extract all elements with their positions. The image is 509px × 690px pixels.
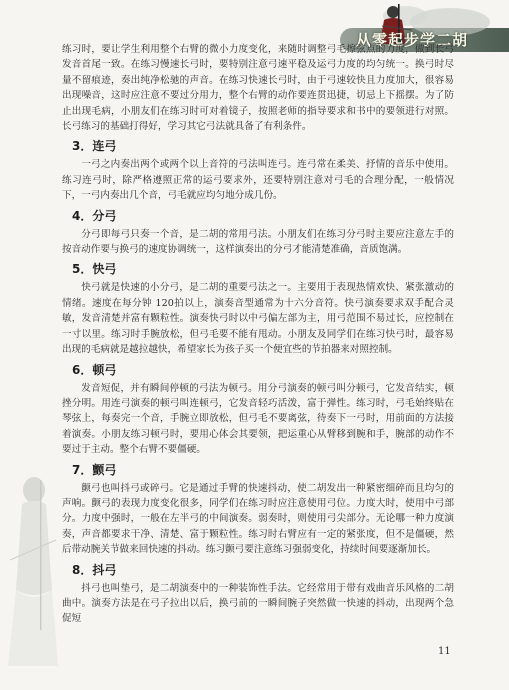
book-title: 从零起步学二胡 — [356, 31, 469, 49]
section-detached-bow — [62, 206, 454, 258]
main-text — [62, 42, 454, 627]
section-heading: 8．抖弓 — [72, 562, 117, 577]
section-heading: 6．顿弓 — [72, 362, 117, 377]
section-paragraph: 颤弓也叫抖弓或碎弓。它是通过手臂的快速抖动，使二胡发出一种紧密细碎而且均匀的声响。颤弓的表现力度变化很多，同学们在练习时应注意使用弓位。力度大时，使用中弓部分。力度中强时，一般在左半弓的中间演奏。弱奏时，则使用弓尖部分。无论哪一种力度演奏，声音都要求干净、清楚、富于颗粒性。练习时右臂应有一定的紧张度，但不是僵硬，然后带动腕关节做来回快速的抖动。练习颤弓要注意练习强弱变化，持续时间要逐渐加长。 — [62, 482, 454, 556]
section-paragraph: 分弓即每弓只奏一个音，是二胡的常用弓法。小朋友们在练习分弓时主要应注意左手的按音动作要与换弓的速度协调统一，这样演奏出的分弓才能清楚准确，音质饱满。 — [62, 228, 454, 256]
section-tremolo-bow — [62, 460, 454, 558]
section-paragraph: 一弓之内奏出两个或两个以上音符的弓法叫连弓。连弓常在柔美、抒情的音乐中使用。练习连弓时，除严格遵照正常的运弓要求外，还要特别注意对弓毛的合理分配，一般情况下，一弓内奏出几个音，弓毛就应均匀地分成几份。 — [62, 159, 454, 202]
section-paragraph: 抖弓也叫垫弓，是二胡演奏中的一种装饰性手法。它经常用于带有戏曲音乐风格的二胡曲中。演奏方法是在弓子拉出以后，换弓前的一瞬间腕子突然做一快速的抖动，出现两个急促短 — [62, 582, 454, 625]
intro-paragraph: 练习时，要让学生利用整个右臂的微小力度变化，来随时调整弓毛擦弦点的力度，做到长弓发音首尾一致。在练习慢速长弓时，要特别注意弓速平稳及运弓力度的均匀统一。换弓时尽量不留痕迹，奏出纯净松驰的声音。在练习快速长弓时，由于弓速较快且力度加大，很容易出现噪音，这时应注意不要过分用力，整个右臂的动作要连贯迅捷，切忌上下摇摆。为了防止出现毛病，小朋友们在练习时可对着镜子，按照老师的指导要求和书中的要领进行对照。长弓练习的基础打得好，学习其它弓法就具备了有利条件。 — [62, 44, 454, 133]
section-staccato-bow — [62, 360, 454, 458]
section-paragraph: 发音短促，并有瞬间停顿的弓法为顿弓。用分弓演奏的顿弓叫分顿弓，它发音结实，顿挫分明。用连弓演奏的顿弓叫连顿弓，它发音轻巧活泼，富于弹性。练习时，弓毛始终贴在琴弦上，每奏完一个音，手腕立即放松，但弓毛不要离弦，待奏下一弓时，用前面的方法接着演奏。小朋友练习顿弓时，要用心体会其要领，把运重心从臂移到腕和手，腕部的动作不要过于主动。整个右臂不要僵硬。 — [62, 382, 454, 456]
section-shaking-bow — [62, 560, 454, 627]
section-fast-bow — [62, 259, 454, 357]
page-number: 11 — [438, 646, 451, 657]
section-heading: 4．分弓 — [72, 208, 117, 223]
section-heading: 7．颤弓 — [72, 462, 117, 477]
section-heading: 5．快弓 — [72, 262, 117, 277]
girl-with-erhu-silhouette-icon — [0, 470, 62, 670]
section-heading: 3．连弓 — [72, 139, 117, 154]
section-legato-bow — [62, 136, 454, 203]
section-paragraph: 快弓就是快速的小分弓，是二胡的重要弓法之一。主要用于表现热情欢快、紧张激动的情绪。速度在每分钟 120拍以上，演奏音型通常为十六分音符。快弓演奏要求双手配合灵敏，发音清楚并富有颗粒性。演奏快弓时以中弓偏左部为主，用弓范围不易过长，应控制在一寸以里。练习时手腕放松，但弓毛要不能有甩动。小朋友及同学们在练习快弓时，最容易出现的毛病就是越拉越快，希望家长为孩子买一个便宜些的节拍器来对照控制。 — [62, 282, 454, 356]
